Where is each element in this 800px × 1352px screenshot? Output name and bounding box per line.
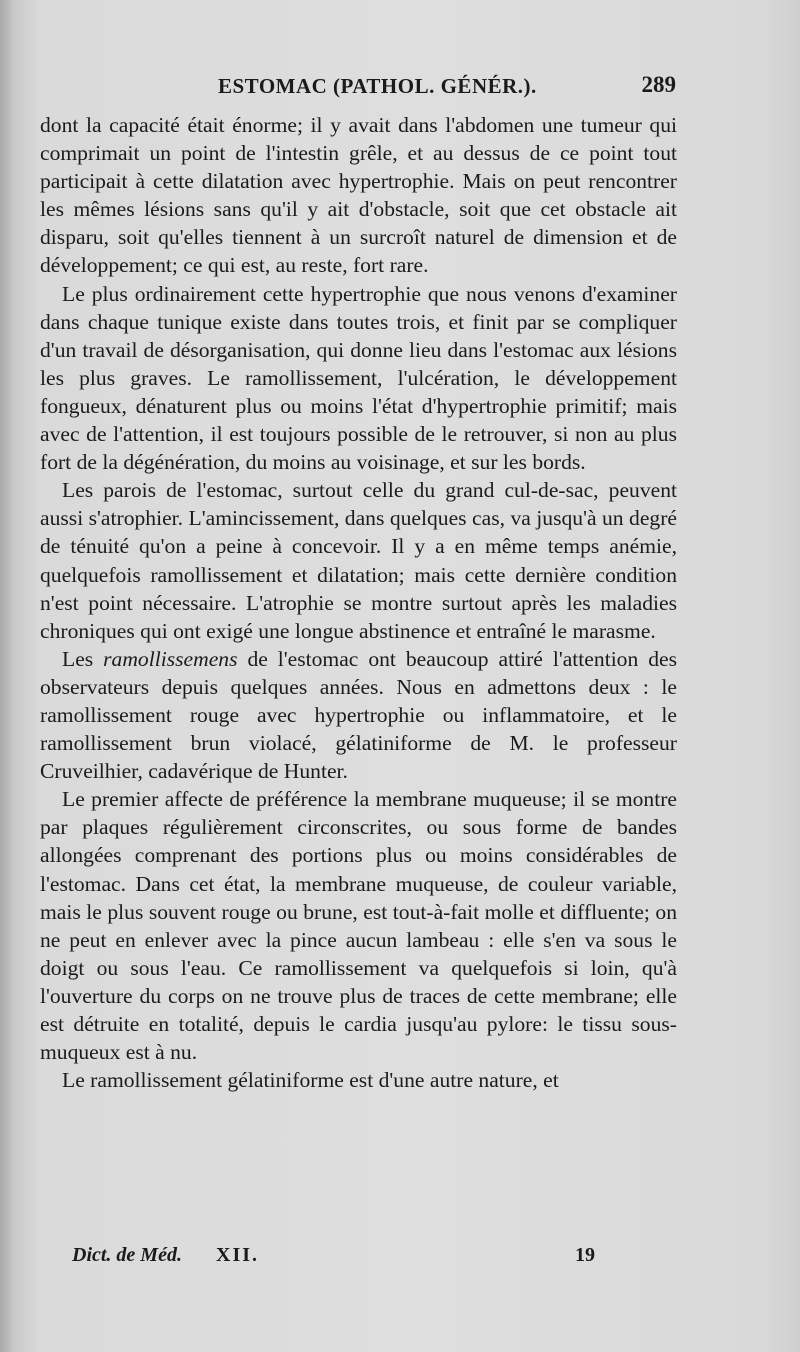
page-number: 289 [641,72,676,97]
running-title: ESTOMAC (PATHOL. GÉNÉR.). [218,74,537,98]
body-text [40,111,677,1094]
paragraph-1: dont la capacité était énorme; il y avait dans l'abdomen une tumeur qui comprimait un point de l'intestin grêle, et au dessus de ce point tout participait à cette dilatation avec hypertrophie. Mais on peut rencontrer les mêmes lésions sans qu'il y ait d'obstacle, soit que cet obstacle ait disparu, soit qu'elles tiennent à un surcroît naturel de dimension et de développement; ce qui est, au reste, fort rare. [40,113,677,278]
paragraph-4-lead: Les [62,646,104,671]
page-footer [40,1244,680,1274]
paragraph-3: Les parois de l'estomac, surtout celle du grand cul-de-sac, peuvent aussi s'atrophier. L'amincissement, dans quelques cas, va jusqu'à un degré de ténuité qu'on a peine à concevoir. Il y a en même temps anémie, quelquefois ramollissement et dilatation; mais cette dernière condition n'est point nécessaire. L'atrophie se montre surtout après les maladies chroniques qui ont exigé une longue abstinence et entraîné le marasme. [40,478,677,643]
footer-source: Dict. de Méd. [72,1244,182,1266]
paragraph-5: Le premier affecte de préférence la membrane muqueuse; il se montre par plaques régulièrement circonscrites, ou sous forme de bandes allongées comprenant des portions plus ou moins considérables de l'estomac. Dans cet état, la membrane muqueuse, de couleur variable, mais le plus souvent rouge ou brune, est tout-à-fait molle et diffluente; on ne peut en enlever avec la pince aucun lambeau : elle s'en va sous le doigt ou sous l'eau. Ce ramollissement va quelquefois si loin, qu'à l'ouverture du corps on ne trouve plus de traces de cette membrane; elle est détruite en totalité, depuis le cardia jusqu'au pylore: le tissu sous-muqueux est à nu. [40,787,677,1065]
paragraph-6: Le ramollissement gélatiniforme est d'une autre nature, et [62,1068,559,1093]
footer-volume: XII. [216,1244,260,1266]
italic-term: ramollissemens [103,646,238,671]
paragraph-2: Le plus ordinairement cette hypertrophie que nous venons d'examiner dans chaque tunique existe dans toutes trois, et finit par se compliquer d'un travail de désorganisation, qui donne lieu dans l'estomac aux lésions les plus graves. Le ramollissement, l'ulcération, le développement fongueux, dénaturent plus ou moins l'état d'hypertrophie primitif; mais avec de l'attention, il est toujours possible de le retrouver, si non au plus fort de la dégénération, du moins au voisinage, et sur les bords. [40,281,677,475]
paragraph-4 [40,645,677,785]
footer-signature: 19 [575,1244,595,1266]
paragraph-4-rest: de l'estomac ont beaucoup attiré l'attention des observateurs depuis quelques années. Nous en admettons deux : le ramollissement rouge avec hypertrophie ou inflammatoire, et le ramollissement brun violacé, gélatiniforme de M. le professeur Cruveilhier, cadavérique de Hunter. [40,646,678,784]
page-header [40,70,680,104]
